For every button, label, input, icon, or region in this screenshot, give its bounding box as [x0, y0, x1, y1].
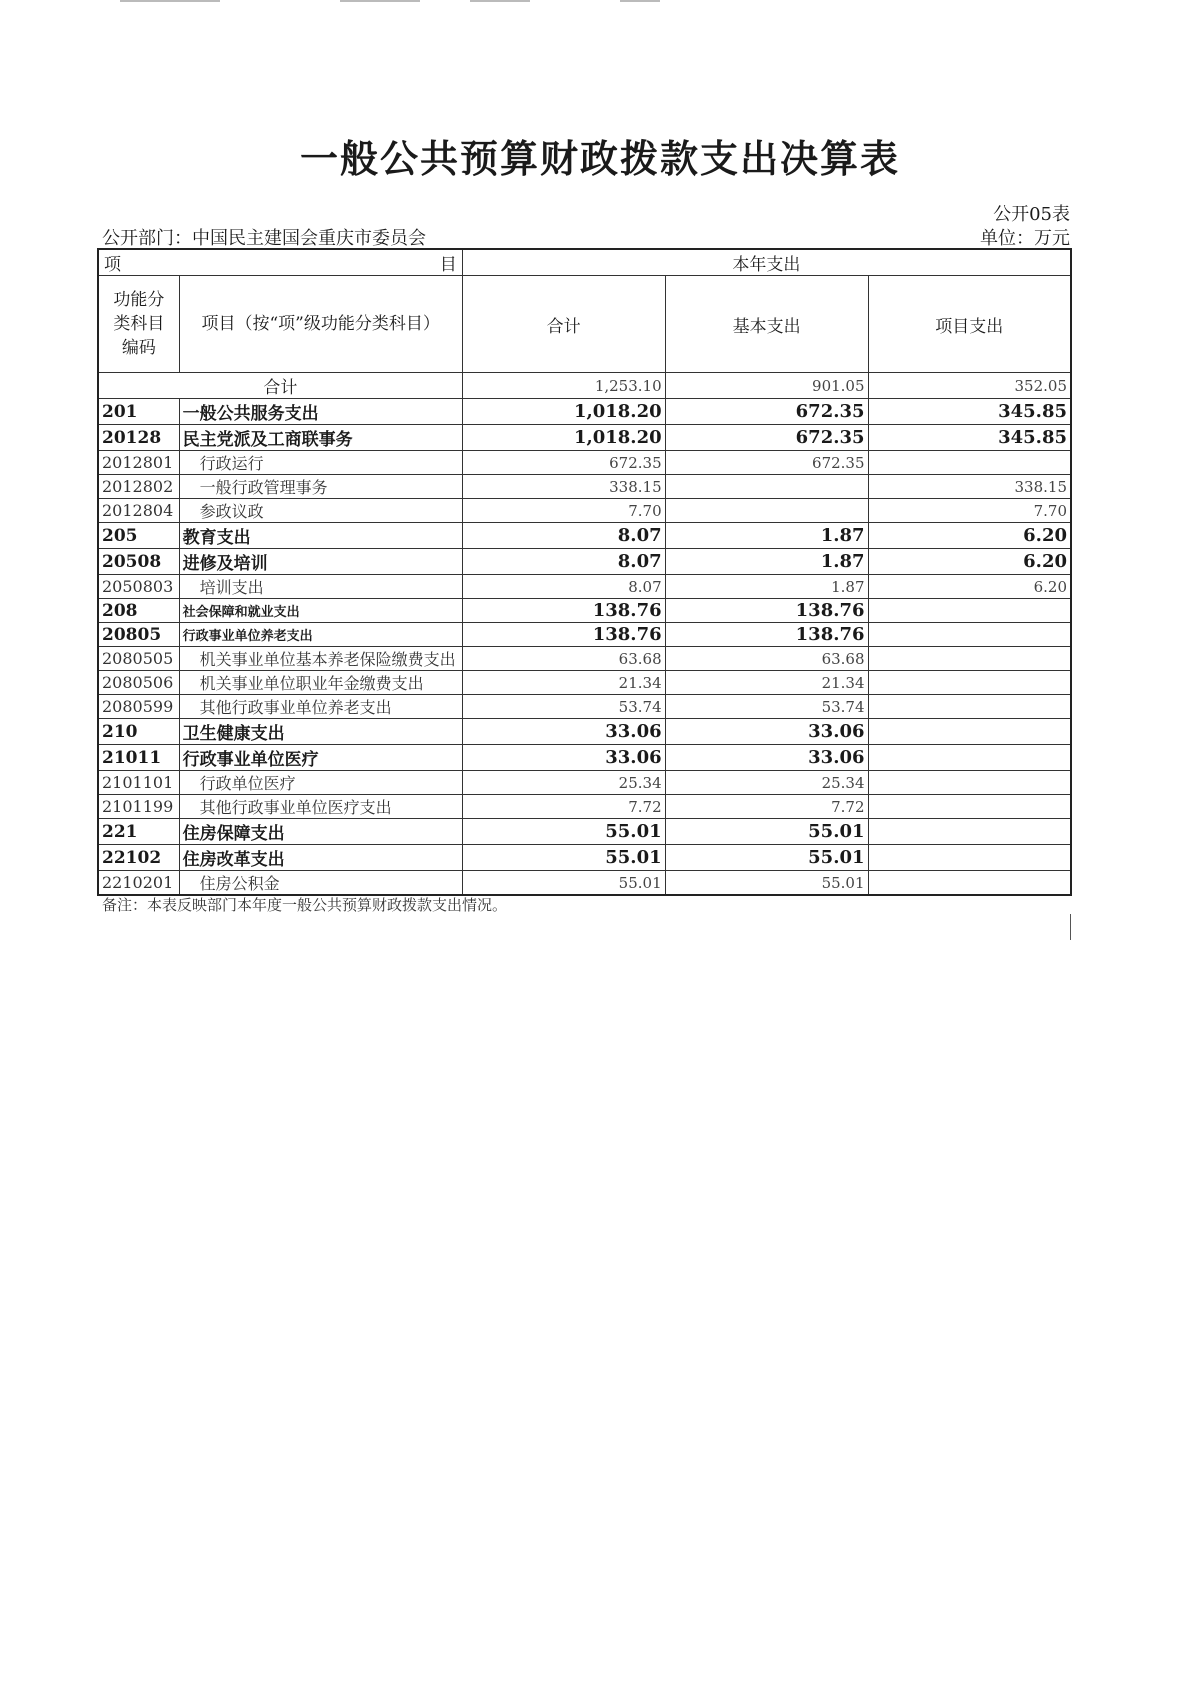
row-code: 2012801 [98, 451, 179, 475]
row-project: 6.20 [868, 575, 1071, 599]
row-name: 社会保障和就业支出 [179, 599, 462, 623]
header-basic: 基本支出 [665, 276, 868, 373]
row-total: 1,018.20 [462, 425, 665, 451]
row-total: 138.76 [462, 599, 665, 623]
row-project [868, 671, 1071, 695]
table-row [98, 845, 1071, 871]
row-code: 210 [98, 719, 179, 745]
header-row-2 [98, 276, 1071, 373]
row-name: 参政议政 [179, 499, 462, 523]
table-row [98, 745, 1071, 771]
row-code: 201 [98, 399, 179, 425]
row-basic: 55.01 [665, 819, 868, 845]
row-basic: 21.34 [665, 671, 868, 695]
row-basic: 672.35 [665, 399, 868, 425]
row-project: 345.85 [868, 399, 1071, 425]
row-total: 25.34 [462, 771, 665, 795]
row-basic: 138.76 [665, 623, 868, 647]
row-name: 一般公共服务支出 [179, 399, 462, 425]
department-label: 公开部门：中国民主建国会重庆市委员会 [102, 228, 426, 249]
row-name: 其他行政事业单位医疗支出 [179, 795, 462, 819]
row-code: 20805 [98, 623, 179, 647]
row-total: 33.06 [462, 719, 665, 745]
row-total: 338.15 [462, 475, 665, 499]
row-project [868, 695, 1071, 719]
row-basic: 672.35 [665, 425, 868, 451]
row-project: 6.20 [868, 549, 1071, 575]
row-basic: 33.06 [665, 745, 868, 771]
total-project: 352.05 [868, 373, 1071, 399]
row-project [868, 795, 1071, 819]
row-total: 7.72 [462, 795, 665, 819]
row-total: 672.35 [462, 451, 665, 475]
page-title: 一般公共预算财政拨款支出决算表 [299, 137, 900, 181]
table-row [98, 719, 1071, 745]
row-code: 2050803 [98, 575, 179, 599]
row-project [868, 771, 1071, 795]
row-total: 55.01 [462, 845, 665, 871]
table-row [98, 399, 1071, 425]
row-code: 2080505 [98, 647, 179, 671]
table-row [98, 795, 1071, 819]
row-basic: 25.34 [665, 771, 868, 795]
header-total: 合计 [462, 276, 665, 373]
row-code: 2101199 [98, 795, 179, 819]
row-total: 8.07 [462, 575, 665, 599]
row-name: 进修及培训 [179, 549, 462, 575]
row-project [868, 599, 1071, 623]
row-basic: 63.68 [665, 647, 868, 671]
row-name: 机关事业单位基本养老保险缴费支出 [179, 647, 462, 671]
scan-edge-mark [470, 0, 530, 2]
table-row [98, 499, 1071, 523]
row-total: 138.76 [462, 623, 665, 647]
row-name: 机关事业单位职业年金缴费支出 [179, 671, 462, 695]
row-basic: 33.06 [665, 719, 868, 745]
row-name: 民主党派及工商联事务 [179, 425, 462, 451]
row-code: 22102 [98, 845, 179, 871]
table-row [98, 599, 1071, 623]
row-basic [665, 499, 868, 523]
row-project [868, 451, 1071, 475]
row-total: 33.06 [462, 745, 665, 771]
row-total: 55.01 [462, 871, 665, 896]
row-basic: 7.72 [665, 795, 868, 819]
table-row [98, 647, 1071, 671]
row-total: 7.70 [462, 499, 665, 523]
table-row [98, 623, 1071, 647]
row-code: 2012802 [98, 475, 179, 499]
total-basic: 901.05 [665, 373, 868, 399]
row-project [868, 871, 1071, 896]
header-mu: 目 [439, 255, 457, 275]
row-basic [665, 475, 868, 499]
header-project: 项目支出 [868, 276, 1071, 373]
footnote: 备注：本表反映部门本年度一般公共预算财政拨款支出情况。 [102, 896, 508, 914]
row-name: 行政事业单位医疗 [179, 745, 462, 771]
unit-label: 单位：万元 [980, 228, 1070, 249]
row-basic: 1.87 [665, 549, 868, 575]
table-row [98, 451, 1071, 475]
table-row [98, 871, 1071, 896]
row-basic: 53.74 [665, 695, 868, 719]
row-name: 行政事业单位养老支出 [179, 623, 462, 647]
row-code: 208 [98, 599, 179, 623]
header-row-1 [98, 249, 1071, 276]
total-label: 合计 [98, 373, 462, 399]
table-row [98, 425, 1071, 451]
row-total: 8.07 [462, 549, 665, 575]
row-project [868, 647, 1071, 671]
row-total: 53.74 [462, 695, 665, 719]
row-code: 2012804 [98, 499, 179, 523]
row-basic: 1.87 [665, 523, 868, 549]
row-total: 21.34 [462, 671, 665, 695]
row-code: 21011 [98, 745, 179, 771]
scan-edge-mark [340, 0, 420, 2]
row-project: 6.20 [868, 523, 1071, 549]
table-row [98, 695, 1071, 719]
row-name: 行政运行 [179, 451, 462, 475]
row-project [868, 845, 1071, 871]
scan-mark [1070, 914, 1071, 940]
form-code: 公开05表 [993, 204, 1070, 225]
total-total: 1,253.10 [462, 373, 665, 399]
row-basic: 138.76 [665, 599, 868, 623]
row-name: 教育支出 [179, 523, 462, 549]
row-name: 卫生健康支出 [179, 719, 462, 745]
row-total: 63.68 [462, 647, 665, 671]
row-name: 一般行政管理事务 [179, 475, 462, 499]
row-basic: 55.01 [665, 871, 868, 896]
row-project: 345.85 [868, 425, 1071, 451]
row-project [868, 819, 1071, 845]
row-name: 行政单位医疗 [179, 771, 462, 795]
row-name: 其他行政事业单位养老支出 [179, 695, 462, 719]
row-code: 2210201 [98, 871, 179, 896]
row-code: 20508 [98, 549, 179, 575]
row-name: 培训支出 [179, 575, 462, 599]
scan-edge-mark [120, 0, 220, 2]
header-xiang: 项 [104, 255, 121, 275]
table-row [98, 771, 1071, 795]
row-basic: 672.35 [665, 451, 868, 475]
row-project [868, 623, 1071, 647]
header-name: 项目（按“项”级功能分类科目） [179, 276, 462, 373]
row-name: 住房保障支出 [179, 819, 462, 845]
table-row [98, 671, 1071, 695]
header-code: 功能分类科目编码 [98, 276, 179, 373]
row-code: 2101101 [98, 771, 179, 795]
row-name: 住房公积金 [179, 871, 462, 896]
expense-table [97, 248, 1072, 896]
row-project [868, 719, 1071, 745]
table-row [98, 549, 1071, 575]
row-total: 55.01 [462, 819, 665, 845]
row-code: 20128 [98, 425, 179, 451]
row-project: 338.15 [868, 475, 1071, 499]
row-code: 2080506 [98, 671, 179, 695]
row-basic: 55.01 [665, 845, 868, 871]
scan-edge-mark [620, 0, 660, 2]
row-code: 205 [98, 523, 179, 549]
row-basic: 1.87 [665, 575, 868, 599]
header-current-year-expense: 本年支出 [462, 249, 1071, 276]
total-row [98, 373, 1071, 399]
header-item [98, 249, 462, 276]
table-row [98, 475, 1071, 499]
row-total: 8.07 [462, 523, 665, 549]
row-project [868, 745, 1071, 771]
table-row [98, 575, 1071, 599]
table-row [98, 819, 1071, 845]
table-row [98, 523, 1071, 549]
row-code: 221 [98, 819, 179, 845]
row-code: 2080599 [98, 695, 179, 719]
row-name: 住房改革支出 [179, 845, 462, 871]
row-project: 7.70 [868, 499, 1071, 523]
row-total: 1,018.20 [462, 399, 665, 425]
